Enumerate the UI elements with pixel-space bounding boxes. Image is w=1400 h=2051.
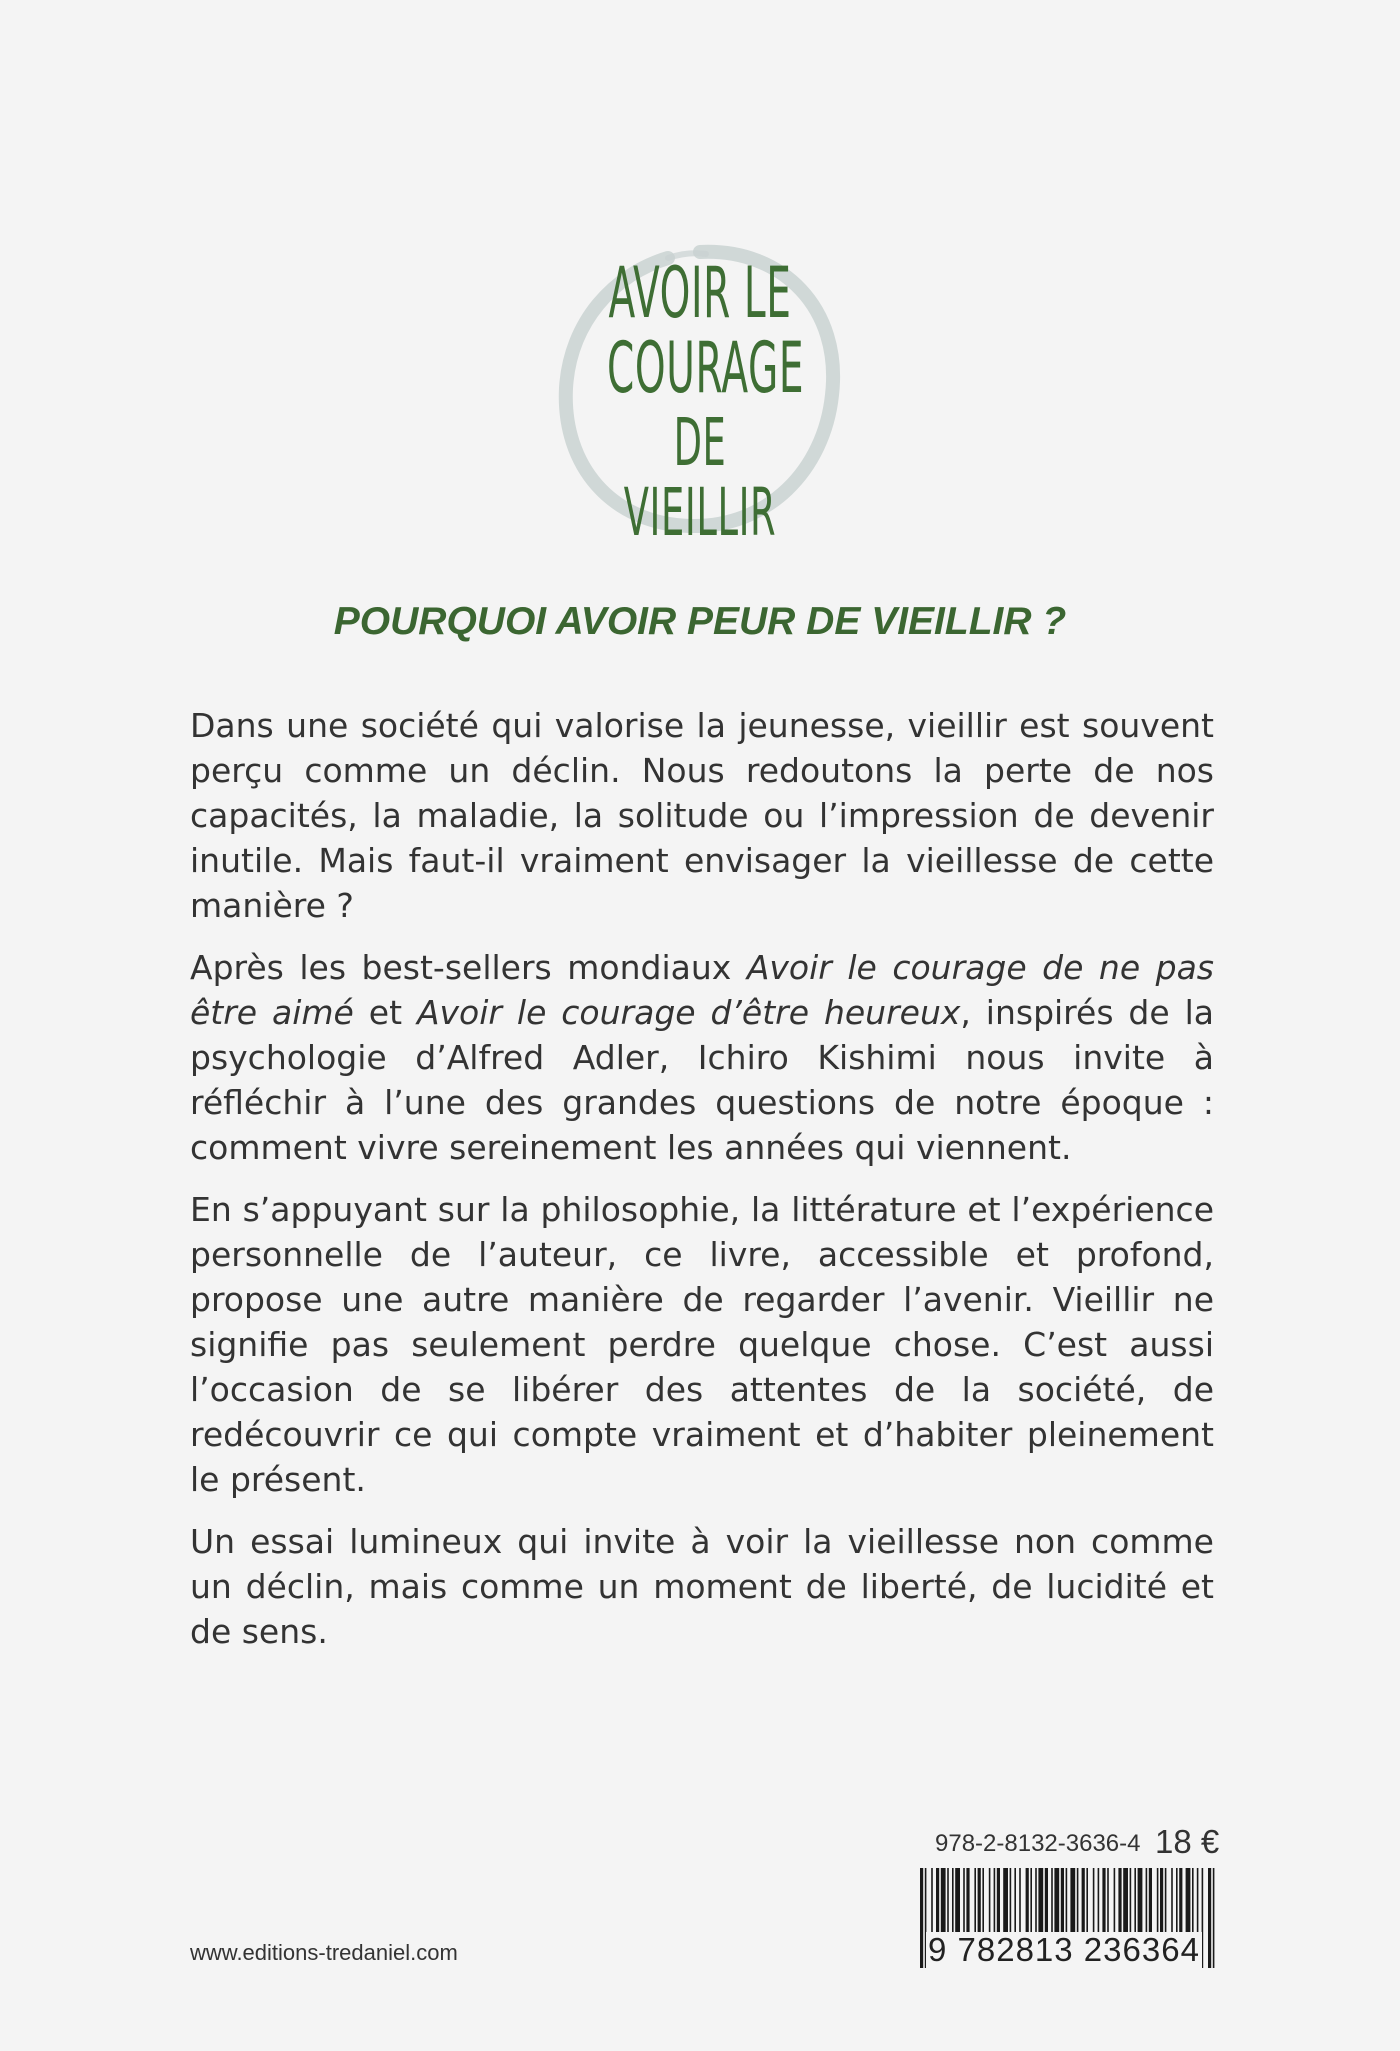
website-link[interactable]: www.editions-tredaniel.com <box>190 1940 458 1965</box>
logo-line-2: COURAGE <box>607 327 805 409</box>
barcode-bar <box>1208 1868 1211 1968</box>
blurb-paragraph-2 <box>190 945 1214 1170</box>
book-title-1: Avoir le courage de ne pas être aimé <box>190 948 1215 1032</box>
blurb-p2-text-a: Après les best-sellers mondiaux <box>190 948 747 987</box>
isbn: 978-2-8132-3636-4 <box>935 1830 1141 1857</box>
blurb <box>190 703 1214 1654</box>
price: 18 € <box>1155 1823 1220 1860</box>
logo-line-3: DE <box>673 404 727 481</box>
barcode-digits: 9 782813 236364 <box>928 1931 1200 1968</box>
logo-line-4: VIEILLIR <box>623 474 777 551</box>
blurb-p2-text-c: , inspirés de la psychologie d’Alfred Adler, Ichiro Kishimi nous invite à réfléchir à l’une des grandes questions de notre époque : comment vivre sereinement les années qui viennent. <box>190 993 1214 1167</box>
book-logo <box>550 230 850 550</box>
blurb-paragraph-3: En s’appuyant sur la philosophie, la littérature et l’expérience personnelle de l’auteur, ce livre, accessible et profond, propose une autre manière de regarder l’avenir. Vieillir ne signifie pas seulement perdre quelque chose. C’est aussi l’occasion de se libérer des attentes de la société, de redécouvrir ce qui compte vraiment et d’habiter pleinement le présent. <box>190 1190 1214 1499</box>
logo-line-1: AVOIR LE <box>608 252 792 334</box>
book-title-2: Avoir le courage d’être heureux <box>416 993 961 1032</box>
blurb-paragraph-1: Dans une société qui valorise la jeunesse, vieillir est souvent perçu comme un déclin. Nous redoutons la perte de nos capacités, la maladie, la solitude ou l’impression de devenir inutile. Mais faut-il vraiment envisager la vieillesse de cette manière ? <box>190 706 1214 925</box>
headline: POURQUOI AVOIR PEUR DE VIEILLIR ? <box>333 600 1067 643</box>
blurb-paragraph-4: Un essai lumineux qui invite à voir la vieillesse non comme un déclin, mais comme un moment de liberté, de lucidité et de sens. <box>190 1522 1214 1651</box>
barcode-bar <box>920 1868 923 1968</box>
blurb-p2-text-b: et <box>353 993 417 1032</box>
barcode-bar <box>1213 1868 1215 1968</box>
